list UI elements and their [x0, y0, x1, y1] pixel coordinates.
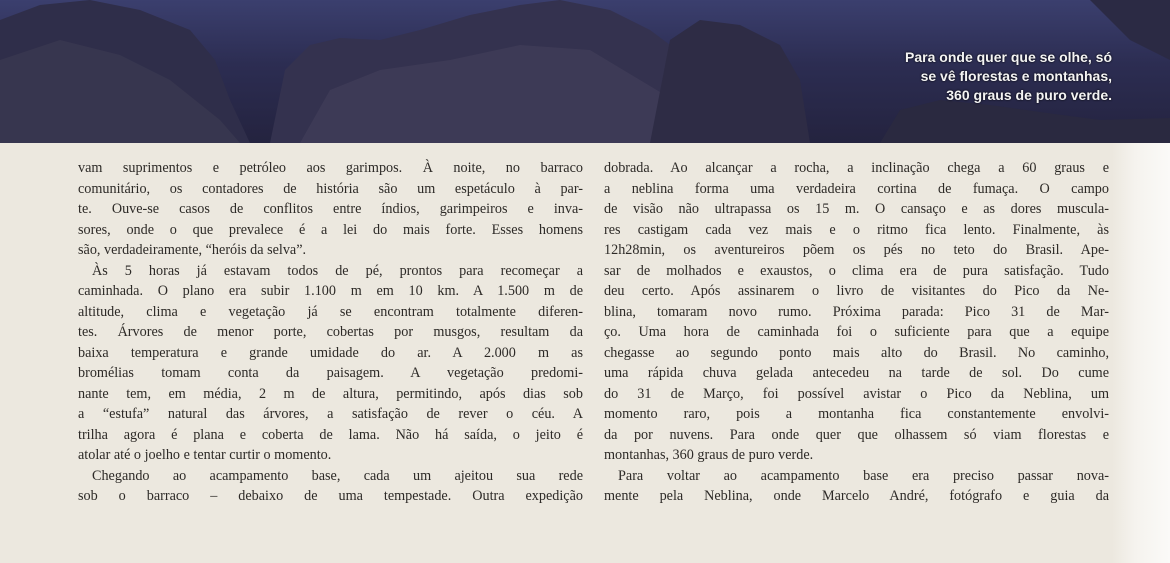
text-line: ço. Uma hora de caminhada foi o suficiente para que a equipe [604, 324, 1109, 340]
text-line: Para voltar ao acampamento base era preciso passar nova- [618, 467, 1109, 484]
text-line: blina, tomaram novo rumo. Próxima parada: Pico 31 de Mar- [604, 303, 1109, 320]
text-line: altitude, clima e vegetação já se encontram totalmente diferen- [78, 303, 583, 320]
mountain-photo [0, 0, 1170, 143]
text-line: comunitário, os contadores de história são um espetáculo à par- [78, 180, 583, 197]
text-line: momento raro, pois a montanha fica constantemente envolvi- [604, 406, 1109, 422]
text-line: vam suprimentos e petróleo aos garimpos. À noite, no barraco [78, 160, 583, 176]
caption-line: se vê florestas e montanhas, [920, 68, 1112, 84]
caption-line: Para onde quer que se olhe, só [905, 49, 1112, 65]
text-line: a neblina forma uma verdadeira cortina de fumaça. O campo [604, 180, 1109, 197]
text-line: baixa temperatura e grande umidade do ar. A 2.000 m as [78, 344, 583, 361]
text-line: da por nuvens. Para onde quer que olhassem só viam florestas e [604, 426, 1109, 443]
text-line: sar de molhados e exaustos, o clima era de pura satisfação. Tudo [604, 262, 1109, 279]
text-line: chegasse ao segundo ponto mais alto do Brasil. No caminho, [604, 344, 1109, 361]
left-text-column [78, 158, 583, 507]
text-line: nante tem, em média, 2 m de altura, permitindo, após dias sob [78, 385, 583, 402]
text-line: de visão não ultrapassa os 15 m. O cansaço e as dores muscula- [604, 201, 1109, 217]
text-line: do 31 de Março, foi possível avistar o Pico da Neblina, um [604, 385, 1109, 402]
article-page [0, 143, 1170, 563]
text-line: montanhas, 360 graus de puro verde. [604, 447, 814, 463]
text-line: uma rápida chuva gelada antecedeu na tarde de sol. Do cume [604, 365, 1109, 381]
text-line: Chegando ao acampamento base, cada um ajeitou sua rede [92, 467, 583, 484]
text-line: sob o barraco – debaixo de uma tempestade. Outra expedição [78, 488, 583, 504]
page-edge-shadow [1112, 143, 1170, 563]
text-line: tes. Árvores de menor porte, cobertas por musgos, resultam da [78, 324, 583, 340]
photo-caption [905, 48, 1112, 105]
right-text-column [604, 158, 1109, 507]
text-line: são, verdadeiramente, “heróis da selva”. [78, 242, 307, 258]
text-line: 12h28min, os aventureiros põem os pés no teto do Brasil. Ape- [604, 242, 1109, 258]
text-line: sores, onde o que prevalece é a lei do mais forte. Esses homens [78, 221, 583, 238]
caption-line: 360 graus de puro verde. [946, 87, 1112, 103]
text-line: caminhada. O plano era subir 1.100 m em 10 km. A 1.500 m de [78, 283, 583, 299]
text-line: te. Ouve-se casos de conflitos entre índios, garimpeiros e inva- [78, 201, 583, 217]
text-line: bromélias tomam conta da paisagem. A vegetação predomi- [78, 365, 583, 381]
text-line: mente pela Neblina, onde Marcelo André, fotógrafo e guia da [604, 488, 1109, 504]
text-line: dobrada. Ao alcançar a rocha, a inclinação chega a 60 graus e [604, 160, 1109, 176]
text-line: trilha agora é plana e coberta de lama. Não há saída, o jeito é [78, 426, 583, 443]
text-line: atolar até o joelho e tentar curtir o momento. [78, 447, 332, 463]
text-line: deu certo. Após assinarem o livro de visitantes do Pico da Ne- [604, 283, 1109, 299]
text-line: Às 5 horas já estavam todos de pé, prontos para recomeçar a [92, 262, 583, 279]
text-line: res castigam cada vez mais e o ritmo fica lento. Finalmente, às [604, 221, 1109, 238]
text-line: a “estufa” natural das árvores, a satisfação de rever o céu. A [78, 406, 583, 422]
